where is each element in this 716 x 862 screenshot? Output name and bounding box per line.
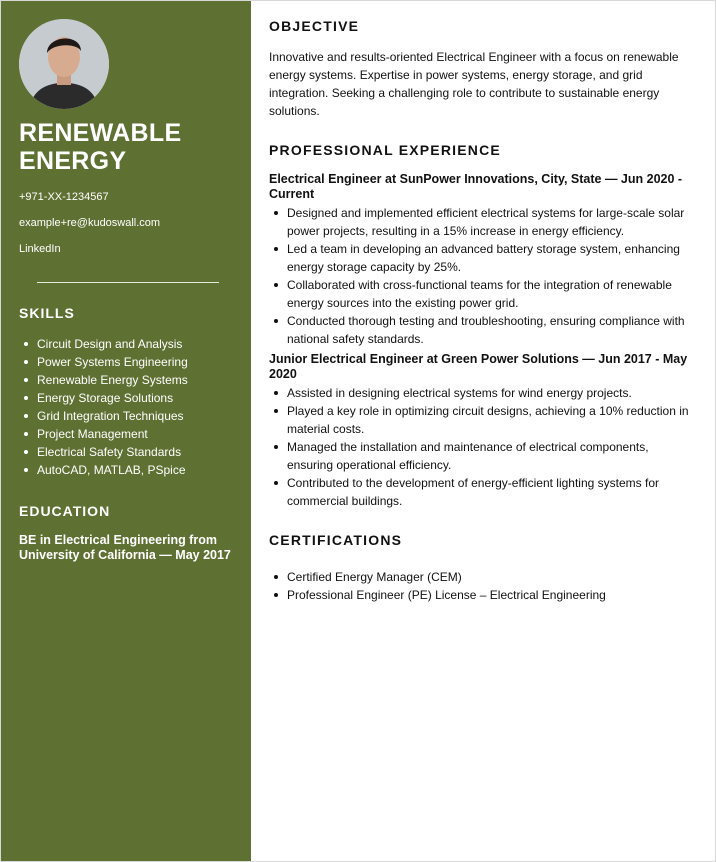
skill-item: Electrical Safety Standards xyxy=(21,443,233,461)
job-title: Junior Electrical Engineer at Green Power Solutions — Jun 2017 - May 2020 xyxy=(269,352,688,381)
job-bullet: Played a key role in optimizing circuit designs, achieving a 10% reduction in material costs. xyxy=(269,402,697,438)
skill-item: Power Systems Engineering xyxy=(21,353,233,371)
linkedin-link[interactable]: LinkedIn xyxy=(19,243,61,255)
objective-heading: OBJECTIVE xyxy=(269,18,360,34)
job-bullet: Contributed to the development of energy-efficient lighting systems for commercial buildings. xyxy=(269,474,697,510)
skills-list xyxy=(19,335,233,479)
job-bullet: Led a team in developing an advanced battery storage system, enhancing energy storage capacity by 25%. xyxy=(269,240,697,276)
skill-item: Circuit Design and Analysis xyxy=(21,335,233,353)
education-entry: BE in Electrical Engineering from University of California — May 2017 xyxy=(19,533,231,562)
profile-photo-graphic xyxy=(19,19,109,109)
certifications-section xyxy=(269,532,697,604)
job-entry xyxy=(269,352,697,510)
sidebar xyxy=(1,1,251,861)
job-bullet: Managed the installation and maintenance of electrical components, ensuring operational efficiency. xyxy=(269,438,697,474)
sidebar-divider xyxy=(37,282,219,283)
objective-text: Innovative and results-oriented Electrical Engineer with a focus on renewable energy systems. Expertise in power systems, energy storage, and grid integration. Seeking a challenging role to contribute to sustainable energy solutions. xyxy=(269,50,679,118)
name-line-1: RENEWABLE xyxy=(19,119,182,147)
job-bullets xyxy=(269,204,697,348)
job-bullets xyxy=(269,384,697,510)
phone-number: +971-XX-1234567 xyxy=(19,191,109,203)
experience-section xyxy=(269,142,697,510)
job-entry xyxy=(269,172,697,348)
skill-item: AutoCAD, MATLAB, PSpice xyxy=(21,461,233,479)
skill-item: Grid Integration Techniques xyxy=(21,407,233,425)
skills-heading: SKILLS xyxy=(19,305,75,321)
certifications-list xyxy=(269,568,697,604)
objective-section xyxy=(269,18,697,120)
skill-item: Energy Storage Solutions xyxy=(21,389,233,407)
profile-photo xyxy=(19,19,109,109)
education-heading: EDUCATION xyxy=(19,503,111,519)
job-bullet: Assisted in designing electrical systems for wind energy projects. xyxy=(269,384,697,402)
main-content xyxy=(251,1,715,861)
certification-item: Professional Engineer (PE) License – Electrical Engineering xyxy=(269,586,697,604)
experience-heading: PROFESSIONAL EXPERIENCE xyxy=(269,142,501,158)
email-address[interactable]: example+re@kudoswall.com xyxy=(19,217,161,229)
skill-item: Project Management xyxy=(21,425,233,443)
job-title: Electrical Engineer at SunPower Innovations, City, State — Jun 2020 - Current xyxy=(269,172,683,201)
certification-item: Certified Energy Manager (CEM) xyxy=(269,568,697,586)
job-bullet: Designed and implemented efficient electrical systems for large-scale solar power projects, resulting in a 15% increase in energy efficiency. xyxy=(269,204,697,240)
candidate-name xyxy=(19,119,233,175)
skill-item: Renewable Energy Systems xyxy=(21,371,233,389)
name-line-2: ENERGY xyxy=(19,147,127,175)
certifications-heading: CERTIFICATIONS xyxy=(269,532,403,548)
job-bullet: Conducted thorough testing and troubleshooting, ensuring compliance with national safety standards. xyxy=(269,312,697,348)
job-bullet: Collaborated with cross-functional teams for the integration of renewable energy sources into the existing power grid. xyxy=(269,276,697,312)
